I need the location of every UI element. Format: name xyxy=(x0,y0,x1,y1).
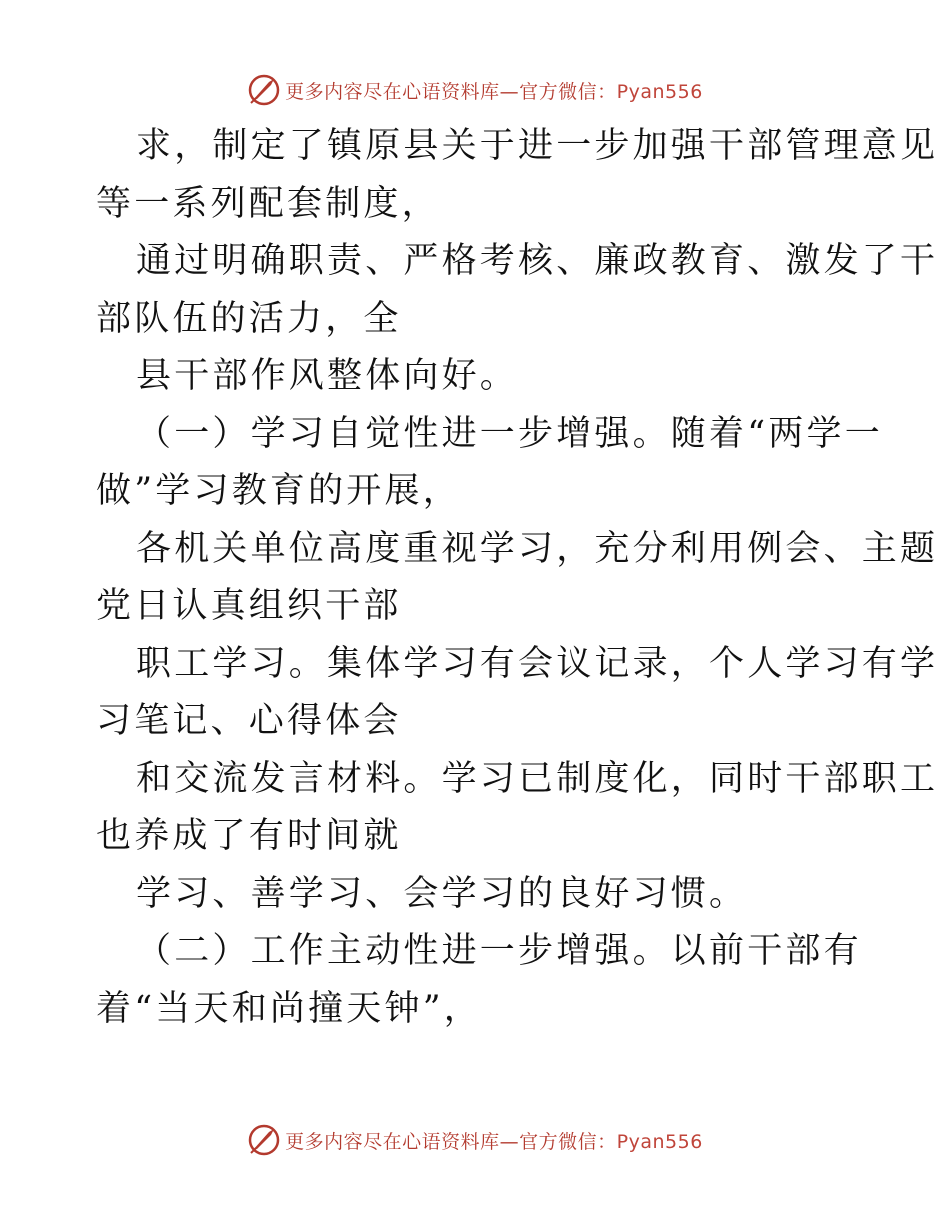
quill-logo-icon xyxy=(247,73,281,107)
footer-site-text: 更多内容尽在心语资料库—官方微信： xyxy=(285,1130,617,1153)
body-line: 县干部作风整体向好。 xyxy=(136,356,519,396)
header-banner xyxy=(0,70,950,110)
header-banner-text xyxy=(285,77,703,104)
footer-wechat-id: Pyan556 xyxy=(616,1130,703,1153)
body-line: 习笔记、心得体会 xyxy=(96,701,402,741)
body-line: 求，制定了镇原县关于进一步加强干部管理意见 xyxy=(136,126,939,166)
quill-logo-icon xyxy=(247,1123,281,1157)
body-line: 也养成了有时间就 xyxy=(96,816,402,856)
body-line: 等一系列配套制度， xyxy=(96,183,440,224)
body-line: 职工学习。集体学习有会议记录，个人学习有学 xyxy=(136,643,939,684)
body-line: 做”学习教育的开展， xyxy=(96,471,461,511)
body-line: 学习、善学习、会学习的良好习惯。 xyxy=(136,873,748,914)
body-line: 党日认真组织干部 xyxy=(96,586,402,626)
document-body xyxy=(96,118,939,1038)
body-line: 和交流发言材料。学习已制度化，同时干部职工 xyxy=(136,758,939,799)
section-heading-line: （一）学习自觉性进一步增强。随着“两学一 xyxy=(136,413,883,454)
body-line: 通过明确职责、严格考核、廉政教育、激发了干 xyxy=(136,241,939,281)
section-heading-line: （二）工作主动性进一步增强。以前干部有 xyxy=(136,931,862,971)
header-wechat-id: Pyan556 xyxy=(616,80,703,103)
footer-banner xyxy=(0,1120,950,1160)
body-line: 各机关单位高度重视学习，充分利用例会、主题 xyxy=(136,528,939,569)
body-line: 部队伍的活力，全 xyxy=(96,298,402,339)
header-site-text: 更多内容尽在心语资料库—官方微信： xyxy=(285,80,617,103)
footer-banner-text xyxy=(285,1127,703,1154)
body-line: 着“当天和尚撞天钟”， xyxy=(96,988,482,1029)
